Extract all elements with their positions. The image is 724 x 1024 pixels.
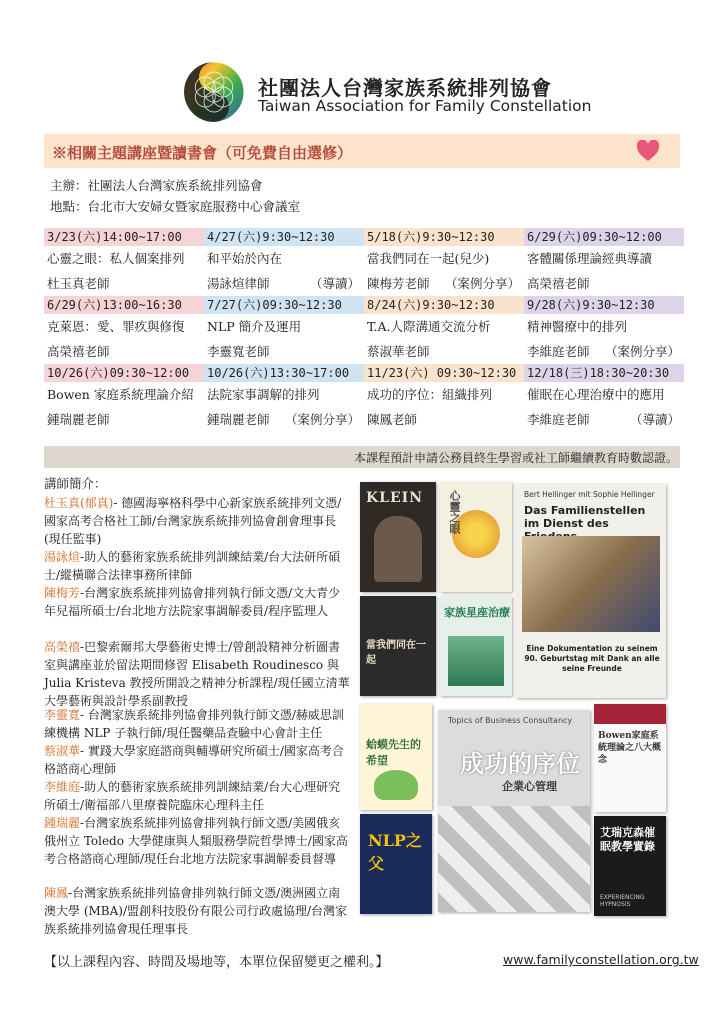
session-speaker-row	[204, 340, 364, 364]
bio-entry	[44, 548, 352, 584]
session-speaker-row	[524, 408, 684, 432]
bio-name: 李維庭	[44, 780, 81, 794]
bio-name: 湯詠煊	[44, 550, 81, 564]
bio-name: 高榮禧	[44, 640, 81, 654]
association-logo-icon	[182, 60, 246, 124]
session-cell	[364, 296, 524, 366]
org-name-en: Taiwan Association for Family Constellation	[258, 97, 592, 115]
session-speaker: 蔡淑華老師	[367, 344, 430, 359]
bio-name: 杜玉真(郁真)	[44, 496, 114, 510]
session-speaker: 鍾瑞麗老師	[47, 412, 110, 427]
session-speaker-row	[44, 408, 204, 432]
bio-text: - 實踐大學家庭諮商與輔導研究所碩士/國家高考合格諮商心理師	[44, 744, 344, 776]
session-title: 和平始於內在	[207, 251, 283, 266]
session-speaker: 李維庭老師	[527, 412, 590, 427]
session-cell	[524, 364, 684, 434]
session-title: 客體關係理論經典導讀	[527, 251, 653, 266]
session-speaker-row	[524, 340, 684, 364]
organizer-line: 主辦：社團法人台灣家族系統排列協會	[50, 178, 263, 193]
session-date: 6/29(六)13:00~16:30	[44, 296, 204, 314]
session-note: （案例分享）	[444, 276, 520, 291]
bio-text: -巴黎索爾邦大學藝術史博士/曾創設精神分析圖書室與講座並於留法期間修習 Elisabeth Roudinesco 與 Julia Kristeva 教授所開設之精神分析課程/現任國立清華大學藝術與設計學系副教授	[44, 640, 350, 708]
session-title: 克萊恩：愛、罪疚與修復	[47, 319, 185, 334]
bio-name: 鍾瑞麗	[44, 816, 81, 830]
session-cell	[524, 296, 684, 366]
session-cell	[44, 364, 204, 434]
session-date: 9/28(六)9:30~12:30	[524, 296, 684, 314]
session-speaker: 杜玉真老師	[47, 276, 110, 291]
book-cover-familienstellen: Bert Hellinger mit Sophie Hellinger Das Familienstellen im Dienst des Eine Dokumentation zu seinem 90. Geburtstag mit Dank an alle seine Freunde	[516, 484, 666, 698]
section-title: ※相關主題講座暨讀書會（可免費自由選修）	[52, 144, 353, 162]
session-speaker: 高榮禧老師	[527, 276, 590, 291]
bio-entry	[44, 638, 352, 710]
session-date: 7/27(六)09:30~12:30	[204, 296, 364, 314]
session-date: 12/18(三)18:30~20:30	[524, 364, 684, 382]
session-speaker-row	[204, 272, 364, 296]
session-cell	[44, 296, 204, 366]
bio-text: -台灣家族系統排列協會排列執行師文憑/美國俄亥俄州立 Toledo 大學健康與人類服務學院哲學博士/國家高考合格諮商心理師/現任台北地方法院家事調解委員督導	[44, 816, 348, 866]
session-title: 成功的序位：組織排列	[367, 387, 493, 402]
session-title: 當我們同在一起(兒少)	[367, 251, 490, 266]
book-cover-hope: 蛤蟆先生的希望	[360, 704, 432, 810]
bio-entry	[44, 494, 352, 548]
session-cell	[204, 296, 364, 366]
session-date: 11/23(六) 09:30~12:30	[364, 364, 524, 382]
session-speaker-row	[364, 408, 524, 432]
session-note: （案例分享）	[284, 412, 360, 427]
session-title: 精神醫療中的排列	[527, 319, 628, 334]
session-date: 8/24(六)9:30~12:30	[364, 296, 524, 314]
book-cover-hypnosis: 艾瑞克森催眠教學實錄 EXPERIENCING HYPNOSIS	[594, 816, 666, 916]
session-note: （導讀）	[629, 412, 680, 427]
bio-entry	[44, 742, 352, 778]
session-cell	[364, 228, 524, 298]
session-date: 4/27(六)9:30~12:30	[204, 228, 364, 246]
session-date: 10/26(六)09:30~12:00	[44, 364, 204, 382]
bio-text: - 德國海寧格科學中心新家族系統排列文憑/國家高考合格社工師/台灣家族系統排列協會創會理事長(現任監事)	[44, 496, 342, 546]
session-speaker: 高榮禧老師	[47, 344, 110, 359]
bios-heading: 講師簡介：	[44, 476, 107, 491]
session-cell	[204, 228, 364, 298]
session-speaker: 陳鳳老師	[367, 412, 418, 427]
session-speaker-row	[364, 272, 524, 296]
bio-entry	[44, 884, 352, 938]
bio-entry	[44, 778, 352, 814]
session-speaker-row	[204, 408, 364, 432]
session-date: 3/23(六)14:00~17:00	[44, 228, 204, 246]
bio-text: -台灣家族系統排列協會排列執行師文憑/文大青少年兒福所碩士/台北地方法院家事調解委員/程序監理人	[44, 586, 341, 618]
session-date: 10/26(六)13:30~17:00	[204, 364, 364, 382]
session-speaker: 李維庭老師	[527, 344, 590, 359]
session-title: T.A.人際溝通交流分析	[367, 319, 491, 334]
book-cover-klein: KLEIN	[360, 482, 436, 592]
book-cover-nlp: NLP之父	[360, 814, 432, 914]
bio-text: -台灣家族系統排列協會排列執行師文憑/澳洲國立南澳大學 (MBA)/盟創科技股份有限公司行政處協理/台灣家族系統排列協會現任理事長	[44, 886, 348, 936]
bio-text: - 台灣家族系統排列協會排列執行師文憑/赫威思訓練機構 NLP 子執行師/現任醫藥品查驗中心會計主任	[44, 708, 344, 740]
bio-name: 陳鳳	[44, 886, 69, 900]
bio-name: 蔡淑華	[44, 744, 81, 758]
footer-disclaimer: 【以上課程內容、時間及場地等，本單位保留變更之權利。】	[44, 955, 389, 970]
bio-entry	[44, 706, 352, 742]
session-cell	[44, 228, 204, 298]
book-cover-together: 當我們同在一起	[360, 596, 436, 696]
bio-name: 李靈寬	[44, 708, 81, 722]
session-speaker: 李靈寬老師	[207, 344, 270, 359]
bio-entry	[44, 584, 352, 620]
session-date: 5/18(六)9:30~12:30	[364, 228, 524, 246]
session-cell	[364, 364, 524, 434]
session-title: 心靈之眼：私人個案排列	[47, 251, 185, 266]
certification-notice: 本課程預計申請公務員終生學習或社工師繼續教育時數認證。	[353, 451, 678, 465]
session-speaker-row	[44, 340, 204, 364]
session-speaker: 湯詠煊律師	[207, 276, 270, 291]
book-cover-success: Topics of Business Consultancy 成功的序位 企業心管理	[438, 710, 590, 912]
bio-text: -助人的藝術家族系統排列訓練結業/台大心理研究所碩士/衛福部八里療養院臨床心理科主任	[44, 780, 341, 812]
website-link[interactable]: www.familyconstellation.org.tw	[503, 952, 699, 967]
org-name-zh: 社團法人台灣家族系統排列協會	[258, 76, 552, 100]
bio-text: -助人的藝術家族系統排列訓練結業/台大法研所碩士/縱橫聯合法律事務所律師	[44, 550, 341, 582]
session-note: （導讀）	[309, 276, 360, 291]
session-title: Bowen 家庭系統理論介紹	[47, 387, 194, 402]
book-cover-family-clinic: 家族星座治療	[440, 596, 512, 696]
session-speaker-row	[364, 340, 524, 364]
book-cover-bowen: Bowen家庭系統理論之八大概念	[594, 704, 666, 812]
session-title: NLP 簡介及運用	[207, 319, 302, 334]
book-cover-eye: 心靈之眼	[440, 482, 512, 592]
session-date: 6/29(六)09:30~12:00	[524, 228, 684, 246]
session-title: 法院家事調解的排列	[207, 387, 320, 402]
venue-line: 地點：台北市大安婦女暨家庭服務中心會議室	[50, 199, 301, 214]
session-cell	[524, 228, 684, 298]
session-speaker-row	[524, 272, 684, 296]
heart-icon	[636, 140, 660, 162]
session-speaker-row	[44, 272, 204, 296]
bio-name: 陳梅芳	[44, 586, 81, 600]
session-cell	[204, 364, 364, 434]
bio-entry	[44, 814, 352, 868]
session-note: （案例分享）	[604, 344, 680, 359]
session-speaker: 鍾瑞麗老師	[207, 412, 270, 427]
session-title: 催眠在心理治療中的應用	[527, 387, 665, 402]
session-speaker: 陳梅芳老師	[367, 276, 430, 291]
